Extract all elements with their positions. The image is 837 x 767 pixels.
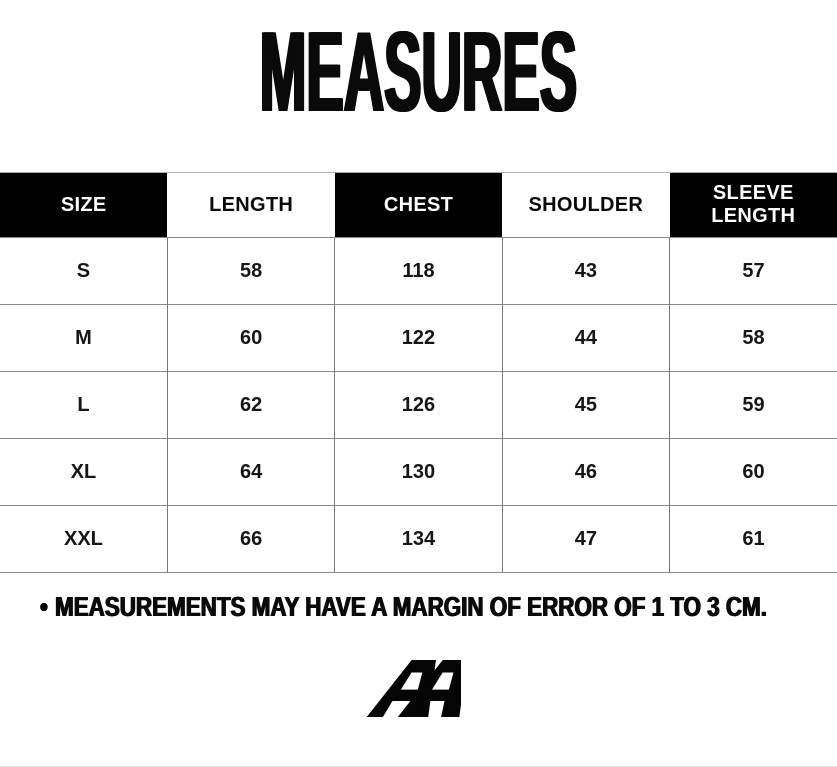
cell-length: 62 <box>167 372 334 439</box>
cell-sleeve-length: 59 <box>670 372 837 439</box>
column-header-shoulder: SHOULDER <box>502 173 669 238</box>
cell-length: 58 <box>167 238 334 305</box>
cell-sleeve-length: 61 <box>670 506 837 573</box>
cell-chest: 130 <box>335 439 502 506</box>
table-row-xxl <box>0 506 837 573</box>
table-header-row <box>0 173 837 238</box>
cell-sleeve-length: 58 <box>670 305 837 372</box>
cell-chest: 126 <box>335 372 502 439</box>
note-label: MEASUREMENTS MAY HAVE A MARGIN OF ERROR OF 1 TO 3 CM. <box>55 591 767 622</box>
cell-size: L <box>0 372 167 439</box>
cell-chest: 122 <box>335 305 502 372</box>
aa-brand-logo <box>365 660 461 717</box>
cell-shoulder: 43 <box>502 238 669 305</box>
table-row-xl <box>0 439 837 506</box>
page-title-text: MEASURES <box>259 7 578 136</box>
cell-length: 66 <box>167 506 334 573</box>
cell-size: S <box>0 238 167 305</box>
cell-length: 64 <box>167 439 334 506</box>
margin-of-error-note <box>40 592 837 623</box>
cell-size: XL <box>0 439 167 506</box>
cell-shoulder: 45 <box>502 372 669 439</box>
cell-shoulder: 46 <box>502 439 669 506</box>
table-row-m <box>0 305 837 372</box>
aa-logo-icon <box>365 660 461 717</box>
column-header-length: LENGTH <box>167 173 334 238</box>
cell-size: M <box>0 305 167 372</box>
cell-sleeve-length: 57 <box>670 238 837 305</box>
cell-chest: 134 <box>335 506 502 573</box>
cell-shoulder: 44 <box>502 305 669 372</box>
size-chart-table <box>0 172 837 573</box>
cell-chest: 118 <box>335 238 502 305</box>
page-title <box>0 7 837 136</box>
column-header-sleeve-length: SLEEVE LENGTH <box>670 173 837 238</box>
column-header-chest: CHEST <box>335 173 502 238</box>
cell-sleeve-length: 60 <box>670 439 837 506</box>
table-row-s <box>0 238 837 305</box>
cell-shoulder: 47 <box>502 506 669 573</box>
cell-size: XXL <box>0 506 167 573</box>
column-header-size: SIZE <box>0 173 167 238</box>
table-row-l <box>0 372 837 439</box>
bullet-icon: • <box>40 591 48 622</box>
margin-of-error-note-text <box>40 592 767 623</box>
cell-length: 60 <box>167 305 334 372</box>
